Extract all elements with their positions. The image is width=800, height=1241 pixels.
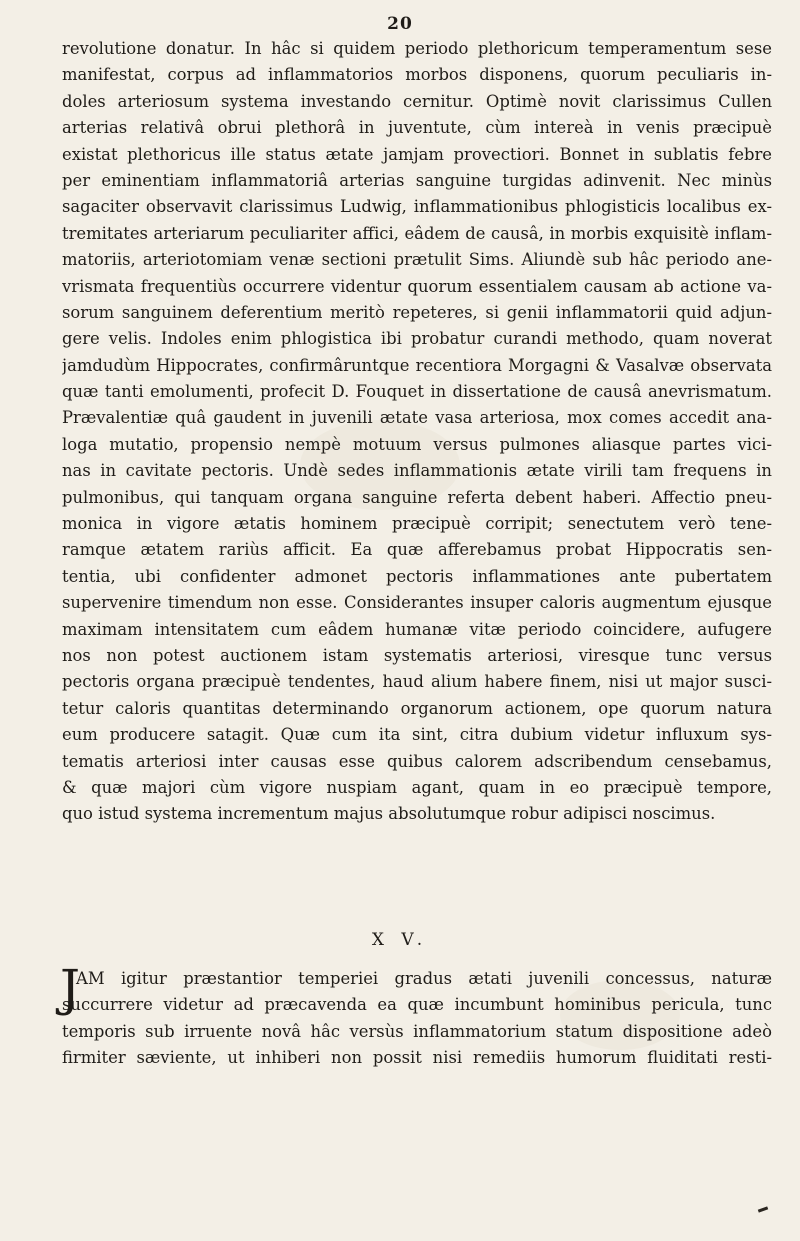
text-line: sorum sanguinem deferentium meritò repeteres, si genii inflammatorii quid adjun- (62, 302, 772, 322)
text-line: monica in vigore ætatis hominem præcipuè corripit; senectutem verò tene- (62, 514, 772, 534)
paragraph-main (62, 36, 772, 828)
text-line: existat plethoricus ille status ætate jamjam provectiori. Bonnet in sublatis febre (62, 144, 772, 164)
text-line: sagaciter observavit clarissimus Ludwig, inflammationibus phlogisticis localibus ex- (62, 197, 772, 217)
text-line: Prævalentiæ quâ gaudent in juvenili ætate vasa arteriosa, mox comes accedit ana- (62, 408, 772, 428)
text-line: tremitates arteriarum peculiariter affici, eâdem de causâ, in morbis exquisitè inflam- (62, 223, 772, 243)
text-line: maximam intensitatem cum eâdem humanæ vitæ periodo coincidere, aufugere (62, 619, 772, 639)
text-line: manifestat, corpus ad inflammatorios morbos disponens, quorum peculiaris in- (62, 65, 772, 85)
text-line: per eminentiam inflammatoriâ arterias sanguine turgidas adinvenit. Nec minùs (62, 170, 772, 190)
text-line: quo istud systema incrementum majus absolutumque robur adipisci noscimus. (62, 804, 716, 824)
ink-mark (758, 1206, 768, 1212)
text-line: vrismata frequentiùs occurrere videntur quorum essentialem causam ab actione va- (62, 276, 772, 296)
text-line: AM igitur præstantior temperiei gradus ætati juvenili concessus, naturæ (76, 969, 772, 988)
text-line: tetur caloris quantitas determinando organorum actionem, ope quorum natura (62, 698, 772, 718)
text-line: matoriis, arteriotomiam venæ sectioni prætulit Sims. Aliundè sub hâc periodo ane- (62, 250, 772, 270)
text-line: doles arteriosum systema investando cernitur. Optimè novit clarissimus Cullen (62, 91, 772, 111)
text-line: nos non potest auctionem istam systematis arteriosi, viresque tunc versus (62, 645, 772, 665)
text-line: jamdudùm Hippocrates, confirmâruntque recentiora Morgagni & Vasalvæ observata (62, 355, 772, 375)
text-line: quæ tanti emolumenti, profecit D. Fouquet in dissertatione de causâ anevrismatum. (62, 382, 772, 402)
text-line: pulmonibus, qui tanquam organa sanguine referta debent haberi. Affectio pneu- (62, 487, 772, 507)
text-line: ramque ætatem rariùs afficit. Ea quæ afferebamus probat Hippocratis sen- (62, 540, 772, 560)
text-line: tematis arteriosi inter causas esse quibus calorem adscribendum censebamus, (62, 751, 772, 771)
text-line: eum producere satagit. Quæ cum ita sint, citra dubium videtur influxum sys- (62, 725, 772, 745)
text-line: firmiter sæviente, ut inhiberi non possit nisi remediis humorum fluiditati resti- (62, 1048, 772, 1068)
page-number: 20 (387, 14, 413, 34)
text-line: revolutione donatur. In hâc si quidem periodo plethoricum temperamentum sese (62, 39, 772, 58)
text-line: succurrere videtur ad præcavenda ea quæ incumbunt hominibus pericula, tunc (62, 995, 772, 1015)
text-line: temporis sub irruente novâ hâc versùs inflammatorium statum dispositione adeò (62, 1021, 772, 1041)
text-line: arterias relativâ obrui plethorâ in juventute, cùm intereà in venis præcipuè (62, 118, 772, 138)
text-line: gere velis. Indoles enim phlogistica ibi probatur curandi methodo, quam noverat (62, 329, 772, 349)
text-line: loga mutatio, propensio nempè motuum versus pulmones aliasque partes vici- (62, 434, 772, 454)
drop-cap: J (60, 959, 81, 1017)
text-line: & quæ majori cùm vigore nuspiam agant, quam in eo præcipuè tempore, (62, 777, 772, 797)
text-line: supervenire timendum non esse. Considerantes insuper caloris augmentum ejusque (62, 593, 772, 613)
text-line: tentia, ubi confidenter admonet pectoris inflammationes ante pubertatem (62, 566, 772, 586)
paragraph-section-xv (62, 966, 772, 1072)
text-line: nas in cavitate pectoris. Undè sedes inflammationis ætate virili tam frequens in (62, 461, 772, 481)
section-heading: X V. (371, 930, 429, 950)
text-line: pectoris organa præcipuè tendentes, haud alium habere finem, nisi ut major susci- (62, 672, 772, 692)
